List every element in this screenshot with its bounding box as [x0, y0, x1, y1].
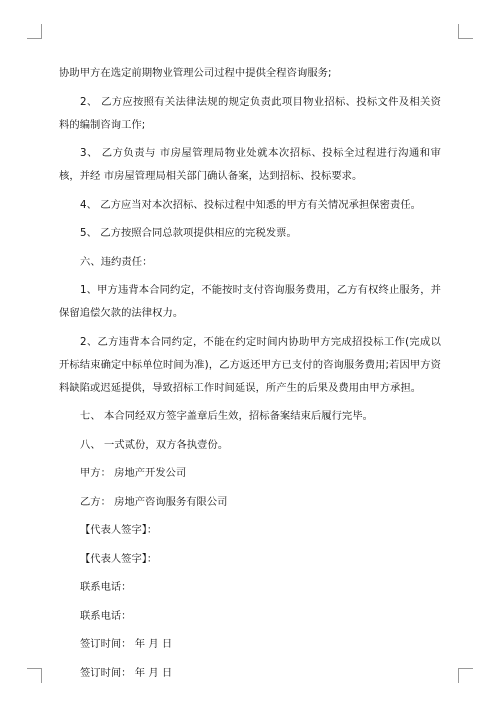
representative-signature-a: 【代表人签字】： [80, 524, 158, 536]
contact-phone-b: 联系电话： [80, 609, 132, 622]
paragraph-breach-party-a: 1、甲方违背本合同约定，不能按时支付咨询服务费用，乙方有权终止服务，并保留追偿欠款的法律权力。 [59, 284, 441, 319]
signing-date-b: 签订时间： 年 月 日 [80, 666, 173, 679]
paragraph-copies: 八、 一式贰份，双方各执壹份。 [80, 438, 229, 451]
paragraph-service-scope: 协助甲方在选定前期物业管理公司过程中提供全程咨询服务; [59, 67, 332, 79]
paragraph-clause-3: 3、 乙方负责与 市房屋管理局物业处就本次招标、投标全过程进行沟通和审核，并经 市房屋管理局相关部门确认备案，达到招标、投标要求。 [59, 147, 441, 182]
paragraph-breach-party-b: 2、乙方违背本合同约定，不能在约定时间内协助甲方完成招投标工作(完成以开标结束确定中标单位时间为准)，乙方返还甲方已支付的咨询服务费用;若因甲方资料缺陷或迟延提供，导致招标工作时间延误，所产生的后果及费用由甲方承担。 [59, 335, 441, 394]
paragraph-clause-2: 2、 乙方应按照有关法律法规的规定负责此项目物业招标、投标文件及相关资料的编制咨询工作; [59, 95, 441, 131]
signing-date-a: 签订时间： 年 月 日 [80, 638, 173, 650]
contact-phone-a: 联系电话： [80, 581, 132, 593]
paragraph-clause-5: 5、 乙方按照合同总款项提供相应的完税发票。 [80, 227, 297, 239]
paragraph-effectiveness: 七、 本合同经双方签字盖章后生效，招标备案结束后履行完毕。 [80, 410, 374, 422]
crop-mark-bottom-right [458, 668, 473, 683]
crop-mark-top-left [27, 24, 42, 39]
party-a-line: 甲方： 房地产开发公司 [80, 467, 187, 479]
party-b-line: 乙方： 房地产咨询服务有限公司 [80, 495, 228, 508]
representative-signature-b: 【代表人签字】： [80, 552, 158, 565]
document-body [59, 62, 441, 690]
paragraph-clause-4: 4、 乙方应当对本次招标、投标过程中知悉的甲方有关情况承担保密责任。 [80, 198, 422, 211]
crop-mark-top-right [458, 24, 473, 39]
section-heading-breach: 六、违约责任： [80, 255, 153, 268]
crop-mark-bottom-left [27, 668, 42, 683]
